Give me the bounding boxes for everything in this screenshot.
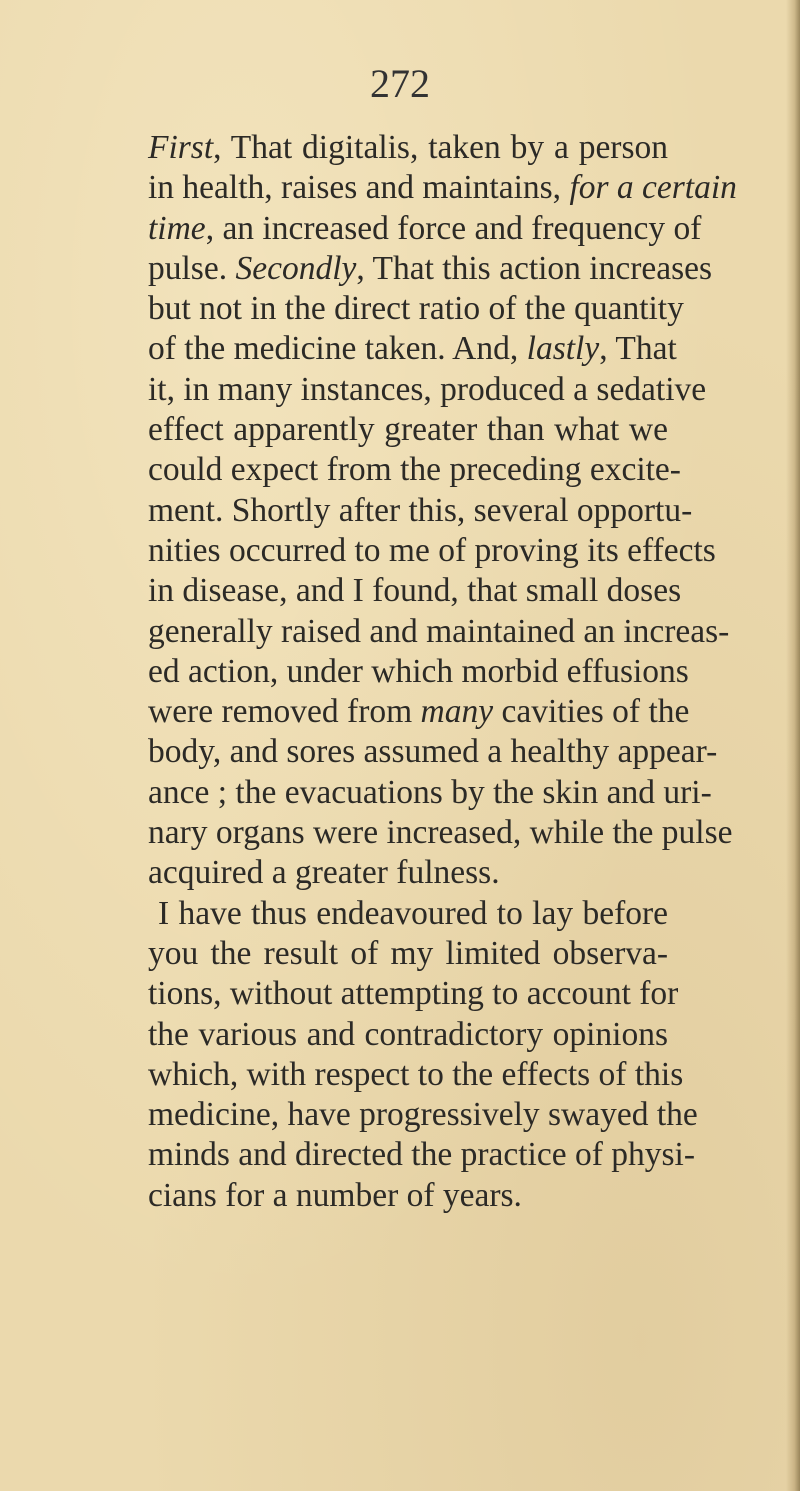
text-line	[148, 773, 712, 813]
text-segment: ance ; the evacuations by the skin and uri-	[148, 773, 712, 811]
text-line	[148, 732, 718, 772]
italic-text: Secondly	[235, 249, 357, 287]
text-line	[148, 934, 668, 974]
text-segment: ment. Shortly after this, several opportu-	[148, 491, 693, 529]
text-segment: , That this action increases	[356, 249, 713, 287]
text-line	[148, 974, 679, 1014]
text-line	[148, 1176, 668, 1216]
italic-text: lastly	[526, 330, 600, 368]
text-segment: which, with respect to the effects of this	[148, 1055, 684, 1093]
text-line	[148, 249, 713, 289]
italic-text: First	[148, 129, 214, 166]
italic-text: time	[148, 209, 206, 247]
text-line	[148, 1015, 668, 1055]
text-segment: nities occurred to me of proving its effects	[148, 531, 716, 569]
text-segment: were removed from	[148, 693, 421, 731]
text-line	[148, 128, 668, 168]
text-segment: , That digitalis, taken by a person	[213, 129, 668, 166]
text-line	[148, 652, 689, 692]
body-text	[148, 128, 737, 1216]
text-line	[148, 612, 730, 652]
text-segment: minds and directed the practice of physi-	[148, 1136, 695, 1174]
text-segment: in health, raises and maintains,	[148, 169, 570, 207]
text-line	[148, 450, 681, 490]
text-segment: nary organs were increased, while the pulse	[148, 814, 733, 852]
text-line	[148, 289, 684, 329]
page-edge-shadow	[786, 0, 800, 1491]
text-segment: effect apparently greater than what we	[148, 411, 668, 449]
text-line	[148, 692, 690, 732]
text-segment: could expect from the preceding excite-	[148, 451, 681, 489]
text-segment: I have thus endeavoured to lay before	[158, 894, 668, 932]
text-line	[148, 1135, 695, 1175]
text-segment: body, and sores assumed a healthy appear-	[148, 733, 718, 771]
text-segment: acquired a greater fulness.	[148, 854, 500, 892]
text-segment: cians for a number of years.	[148, 1176, 522, 1214]
text-segment: , That	[599, 330, 677, 368]
text-line	[148, 209, 702, 249]
text-segment: of the medicine taken. And,	[148, 330, 527, 368]
text-line	[148, 1055, 684, 1095]
text-line	[148, 370, 707, 410]
text-segment: , an increased force and frequency of	[205, 209, 702, 247]
italic-text: for a certain	[569, 169, 737, 207]
text-segment: in disease, and I found, that small doses	[148, 572, 682, 610]
text-line	[148, 813, 733, 853]
text-line	[148, 491, 693, 531]
text-line	[148, 329, 677, 369]
text-line	[148, 894, 668, 934]
text-segment: you the result of my limited observa-	[148, 934, 668, 972]
text-line	[148, 853, 668, 893]
text-segment: it, in many instances, produced a sedative	[148, 370, 707, 408]
text-line	[148, 571, 682, 611]
text-segment: medicine, have progressively swayed the	[148, 1096, 698, 1134]
text-line	[148, 1095, 698, 1135]
text-line	[148, 531, 716, 571]
italic-text: many	[420, 693, 494, 731]
text-segment: cavities of the	[493, 693, 690, 731]
text-line	[148, 410, 668, 450]
text-segment: but not in the direct ratio of the quantity	[148, 290, 684, 328]
text-segment: generally raised and maintained an increas-	[148, 612, 730, 650]
text-segment: ed action, under which morbid effusions	[148, 652, 689, 690]
text-segment: pulse.	[148, 249, 236, 287]
page-number: 272	[370, 61, 430, 106]
text-segment: tions, without attempting to account for	[148, 975, 679, 1013]
text-segment: the various and contradictory opinions	[148, 1015, 668, 1053]
text-line	[148, 168, 737, 208]
